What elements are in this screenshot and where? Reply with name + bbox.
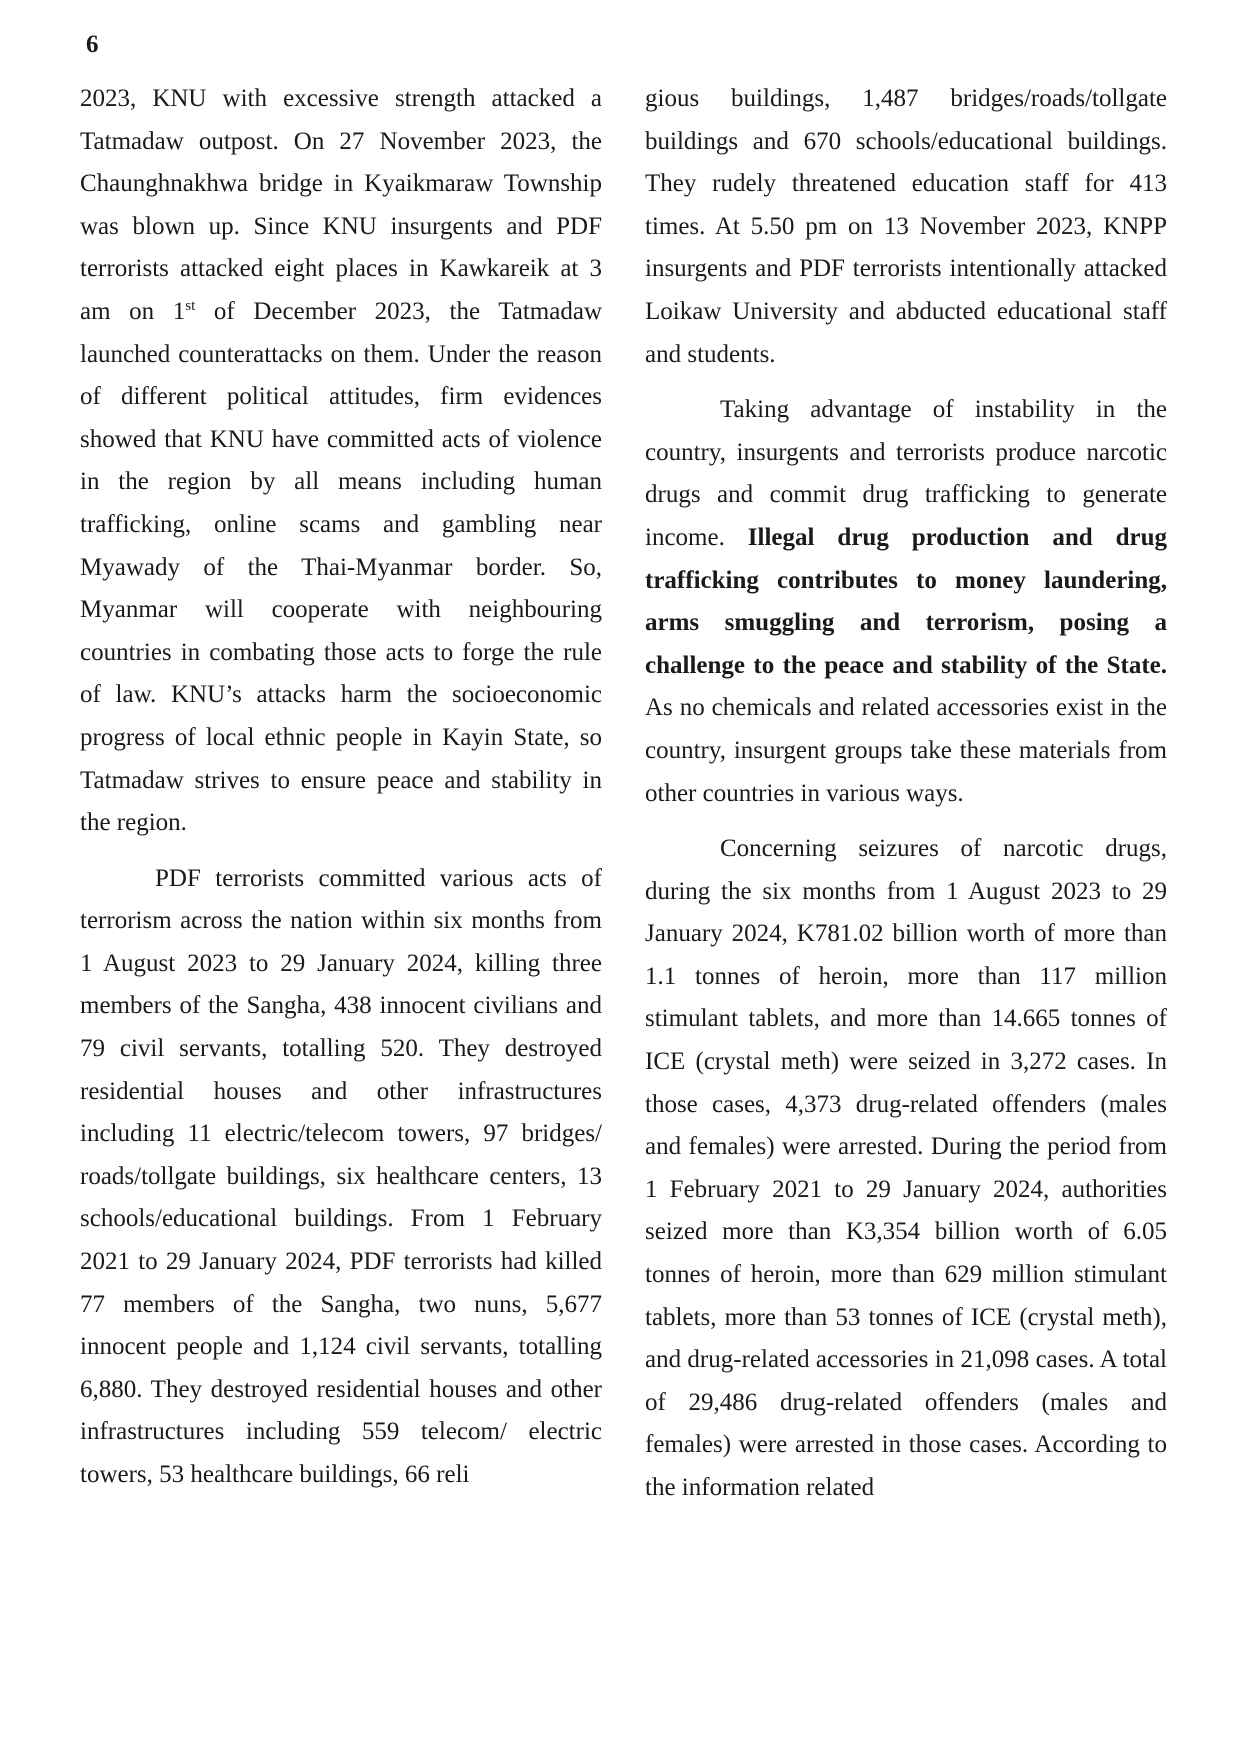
right-paragraph-1: gious buildings, 1,487 bridges/roads/tollgate buildings and 670 schools/educational buildings. They rudely threatened education staff for 413 times. At 5.50 pm on 13 November 2023, KNPP insurgents and PDF terrorists intentionally attacked Loikaw University and abducted educational staff and students. (645, 85, 1167, 368)
right-paragraph-2-bold-statement: Illegal drug production and drug trafficking contributes to money laundering, arms smuggling and terrorism, posing a challenge to the peace and stability of the State. (645, 523, 1168, 679)
right-paragraph-2-text-b: As no chemicals and related accessories exist in the country, insurgent groups take these materials from other countries in various ways. (645, 694, 1167, 807)
left-paragraph-1-text-b: of December 2023, the Tatmadaw launched counterattacks on them. Under the reason of different political attitudes, firm evidences showed that KNU have committed acts of violence in the region by all means including human trafficking, online scams and gambling near Myawady of the Thai-Myanmar border. So, Myanmar will cooperate with neighbouring countries in combating those acts to forge the rule of law. KNU’s attacks harm the socioeconomic progress of local ethnic people in Kayin State, so Tatmadaw strives to ensure peace and stability in the region. (80, 297, 603, 837)
right-column (645, 78, 1167, 1510)
right-paragraph-3: Concerning seizures of narcotic drugs, during the six months from 1 August 2023 to 29 January 2024, K781.02 billion worth of more than 1.1 tonnes of heroin, more than 117 million stimulant tablets, and more than 14.665 tonnes of ICE (crystal meth) were seized in 3,272 cases. In those cases, 4,373 drug-related offenders (males and females) were arrested. During the period from 1 February 2021 to 29 January 2024, authorities seized more than K3,354 billion worth of 6.05 tonnes of heroin, more than 629 million stimulant tablets, more than 53 tonnes of ICE (crystal meth), and drug-related accessories in 21,098 cases. A total of 29,486 drug-related offenders (males and females) were arrested in those cases. According to the information related (645, 835, 1167, 1501)
ordinal-superscript: st (185, 297, 196, 314)
left-paragraph-2: PDF terrorists committed various acts of terrorism across the nation within six months from 1 August 2023 to 29 January 2024, killing three members of the Sangha, 438 innocent civilians and 79 civil servants, totalling 520. They destroyed residential houses and other infrastructures including 11 electric/telecom towers, 97 bridges/ roads/tollgate buildings, six healthcare centers, 13 schools/educational buildings. From 1 February 2021 to 29 January 2024, PDF terrorists had killed 77 members of the Sangha, two nuns, 5,677 innocent people and 1,124 civil servants, totalling 6,880. They destroyed residential houses and other infrastructures including 559 telecom/ electric towers, 53 healthcare buildings, 66 reli (80, 864, 602, 1488)
right-paragraph-2 (645, 389, 1167, 815)
left-column (80, 78, 602, 1497)
left-paragraph-1-text-a: 2023, KNU with excessive strength attacked a Tatmadaw outpost. On 27 November 2023, the Chaunghnakhwa bridge in Kyaikmaraw Township was blown up. Since KNU insurgents and PDF terrorists attacked eight places in Kawkareik at 3 am on 1 (80, 85, 602, 325)
page-number: 6 (86, 31, 99, 58)
left-paragraph-1 (80, 78, 602, 845)
right-paragraph-2-text-a: Taking advantage of instability in the country, insurgents and terrorists produce narcotic drugs and commit drug trafficking to generate income. (645, 396, 1167, 551)
